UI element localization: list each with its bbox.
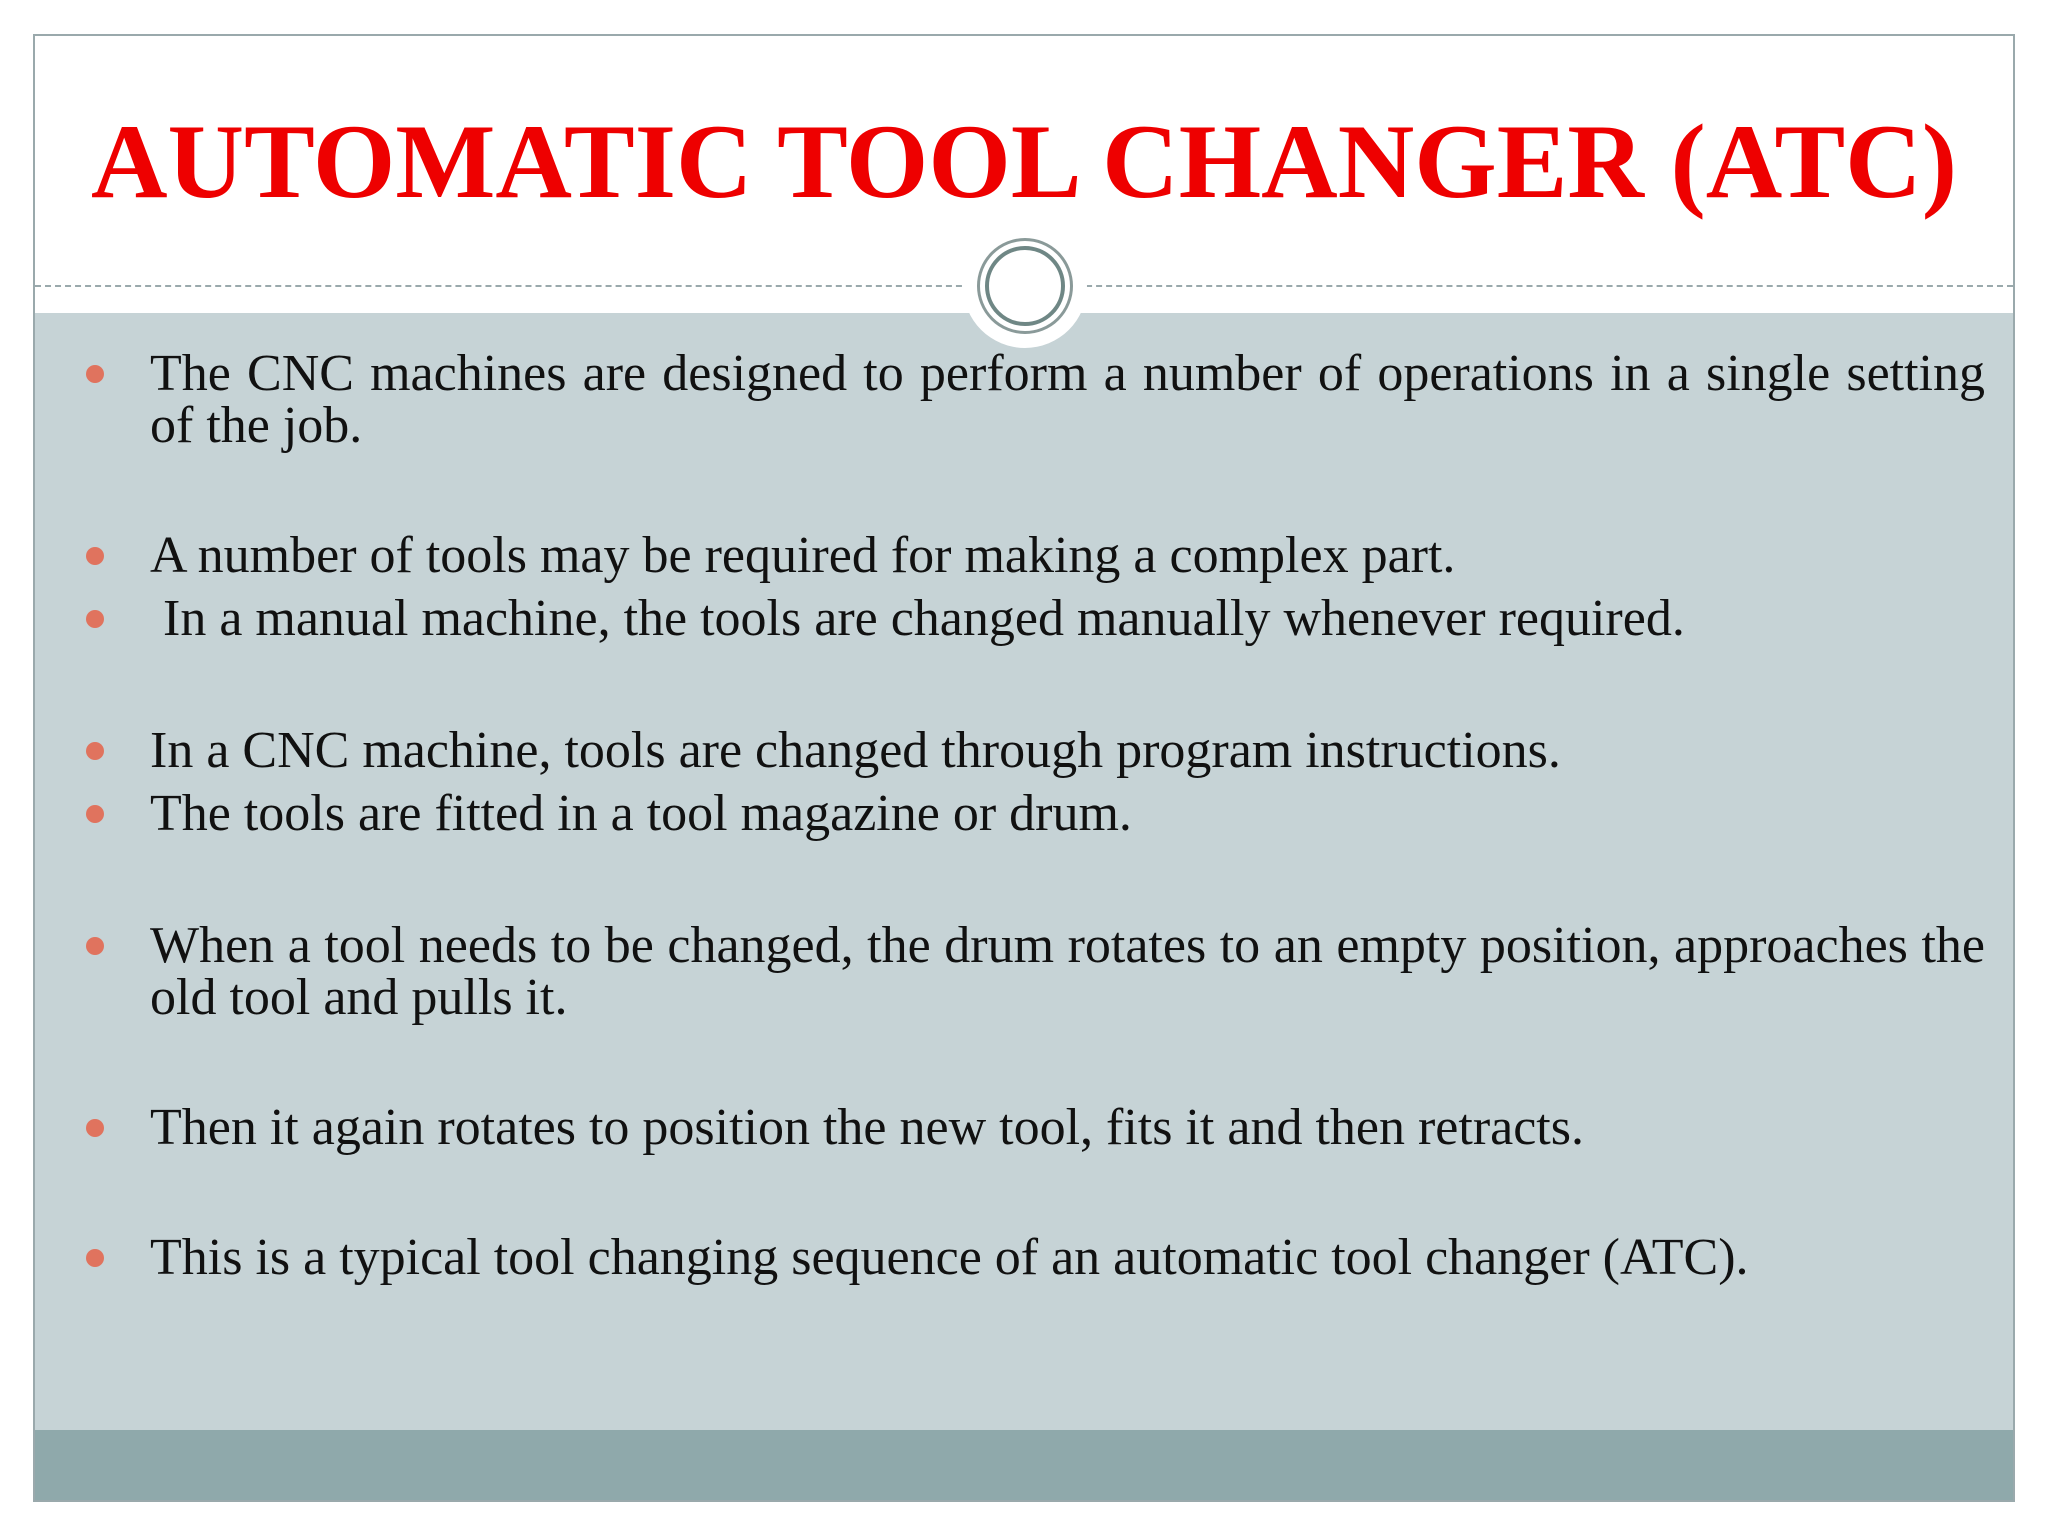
bullet-dot-icon (86, 805, 104, 823)
bullet-item (150, 917, 1985, 1026)
bullet-list (35, 36, 2013, 1500)
bullet-text: Then it again rotates to position the new tool, fits it and then retracts. (150, 1099, 1584, 1156)
bullet-dot-icon (86, 937, 104, 955)
bullet-text: In a manual machine, the tools are changed manually whenever required. (163, 590, 1685, 647)
bullet-text: The CNC machines are designed to perform a number of operations in a single setting of the job. (150, 345, 1985, 454)
bullet-dot-icon (86, 1249, 104, 1267)
bullet-dot-icon (86, 742, 104, 760)
bullet-item (150, 722, 1985, 779)
bullet-dot-icon (86, 365, 104, 383)
bullet-text: The tools are fitted in a tool magazine or drum. (150, 785, 1132, 842)
bullet-dot-icon (86, 610, 104, 628)
bullet-item (150, 527, 1985, 584)
bullet-item (150, 785, 1985, 842)
bullet-text: This is a typical tool changing sequence of an automatic tool changer (ATC). (150, 1229, 1749, 1286)
bullet-dot-icon (86, 547, 104, 565)
slide (33, 34, 2015, 1502)
bullet-text: A number of tools may be required for making a complex part. (150, 527, 1456, 584)
bullet-item (150, 1229, 1985, 1286)
slide-title: AUTOMATIC TOOL CHANGER (ATC) (90, 103, 1958, 220)
bullet-text: In a CNC machine, tools are changed through program instructions. (150, 722, 1561, 779)
bullet-item (150, 590, 1985, 647)
bullet-item (150, 1099, 1985, 1156)
bullet-dot-icon (86, 1119, 104, 1137)
bullet-text: When a tool needs to be changed, the drum rotates to an empty position, approaches the old tool and pulls it. (150, 917, 1985, 1026)
bullet-item (150, 345, 1985, 454)
